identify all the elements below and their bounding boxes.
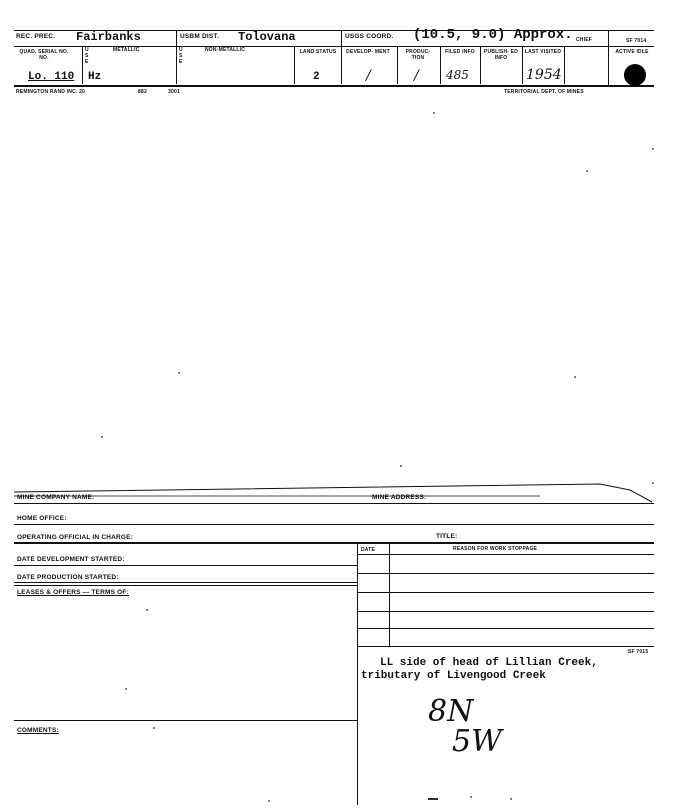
mine-address-label: MINE ADDRESS: [372,494,427,501]
scan-speck [433,112,435,114]
chief-label: CHIEF [576,37,592,43]
use-label-2: U S E [179,47,183,65]
operating-official-label: OPERATING OFFICIAL IN CHARGE: [17,534,134,541]
scan-speck [510,798,512,800]
rule [14,565,357,566]
scan-speck [153,727,155,729]
active-dot-icon [624,64,646,86]
scan-speck [268,800,270,802]
production-value: / [414,68,419,84]
rule [14,524,654,525]
scan-speck [574,376,576,378]
usgs-coord-label: USGS COORD. [345,33,394,40]
territorial-dept: TERRITORIAL DEPT. OF MINES [504,89,584,95]
reason-column-header: REASON FOR WORK STOPPAGE [453,546,538,552]
location-note-line-1: LL side of head of Lillian Creek, [380,657,598,669]
imprint-mid2: 3001 [168,89,180,95]
divider [341,30,342,46]
table-rule [357,592,654,593]
rec-prec-value: Fairbanks [76,30,141,44]
rule [14,582,357,583]
rec-prec-label: REC. PREC. [16,33,56,40]
usbm-dist-label: USBM DIST. [180,33,219,40]
home-office-label: HOME OFFICE: [17,515,67,522]
non-metallic-label: NON-METALLIC [205,47,246,53]
date-column-header: DATE [361,547,376,553]
scan-speck [470,796,472,798]
scan-speck [586,170,588,172]
quad-serial-value: Lo. 110 [28,71,75,83]
table-rule [357,611,654,612]
metallic-label: METALLIC [113,47,140,53]
divider [176,46,177,84]
table-rule [357,628,654,629]
land-status-value: 2 [313,71,320,83]
form-number: SF 7014 [626,38,647,44]
location-note-line-2: tributary of Livengood Creek [361,670,546,682]
filed-info-value: 485 [446,68,469,82]
land-status-label: LAND STATUS [299,49,337,55]
scan-speck [125,688,127,690]
rule [14,720,357,721]
divider [480,46,481,84]
handwritten-township: 8N [428,694,474,729]
date-production-label: DATE PRODUCTION STARTED: [17,574,119,581]
divider [522,46,523,84]
header-bottom-line [14,85,654,87]
metallic-value: Hz [88,71,102,83]
handwritten-range: 5W [452,724,502,759]
usgs-coord-value: (10.5, 9.0) Approx. [413,27,573,43]
divider [294,46,295,84]
imprint-left: REMINGTON RAND INC. 20 [16,89,86,95]
header-mid-line [14,46,654,47]
rule [14,503,654,504]
scan-speck [146,609,148,611]
rule [14,585,357,586]
mine-company-name-label: MINE COMPANY NAME: [17,494,95,501]
table-rule [357,554,654,555]
scan-speck [400,465,402,467]
rule [14,542,654,544]
form-number-lower: SF 7015 [628,649,649,655]
leases-label: LEASES & OFFERS — TERMS OF: [17,589,129,596]
divider [397,46,398,84]
filed-info-label: FILED INFO [445,49,475,55]
use-label-1: U S E [85,47,89,65]
divider [176,30,177,46]
active-idle-label: ACTIVE IDLE [615,49,649,55]
imprint-mid: 882 [138,89,147,95]
divider [440,46,441,84]
date-development-label: DATE DEVELOPMENT STARTED: [17,556,125,563]
scan-mark [428,798,438,800]
table-divider [357,543,358,805]
form-top-border [0,472,678,512]
usbm-dist-value: Tolovana [238,30,296,44]
table-divider [389,543,390,646]
scan-speck [178,372,180,374]
development-value: / [366,68,371,84]
comments-label: COMMENTS: [17,727,59,734]
divider [608,30,609,85]
title-label: TITLE: [436,533,458,540]
scan-speck [652,148,654,150]
development-label: DEVELOP- MENT [346,49,390,55]
production-label: PRODUC- TION [405,49,431,61]
table-rule [357,573,654,574]
divider [82,46,83,84]
divider [564,46,565,84]
table-rule [357,646,654,647]
quad-serial-label: QUAD. SERIAL NO. NO. [19,49,69,61]
divider [341,46,342,84]
published-info-label: PUBLISH- ED INFO [483,49,519,61]
last-visited-value: 1954 [526,67,562,83]
scan-speck [101,436,103,438]
last-visited-label: LAST VISITED [524,49,562,55]
